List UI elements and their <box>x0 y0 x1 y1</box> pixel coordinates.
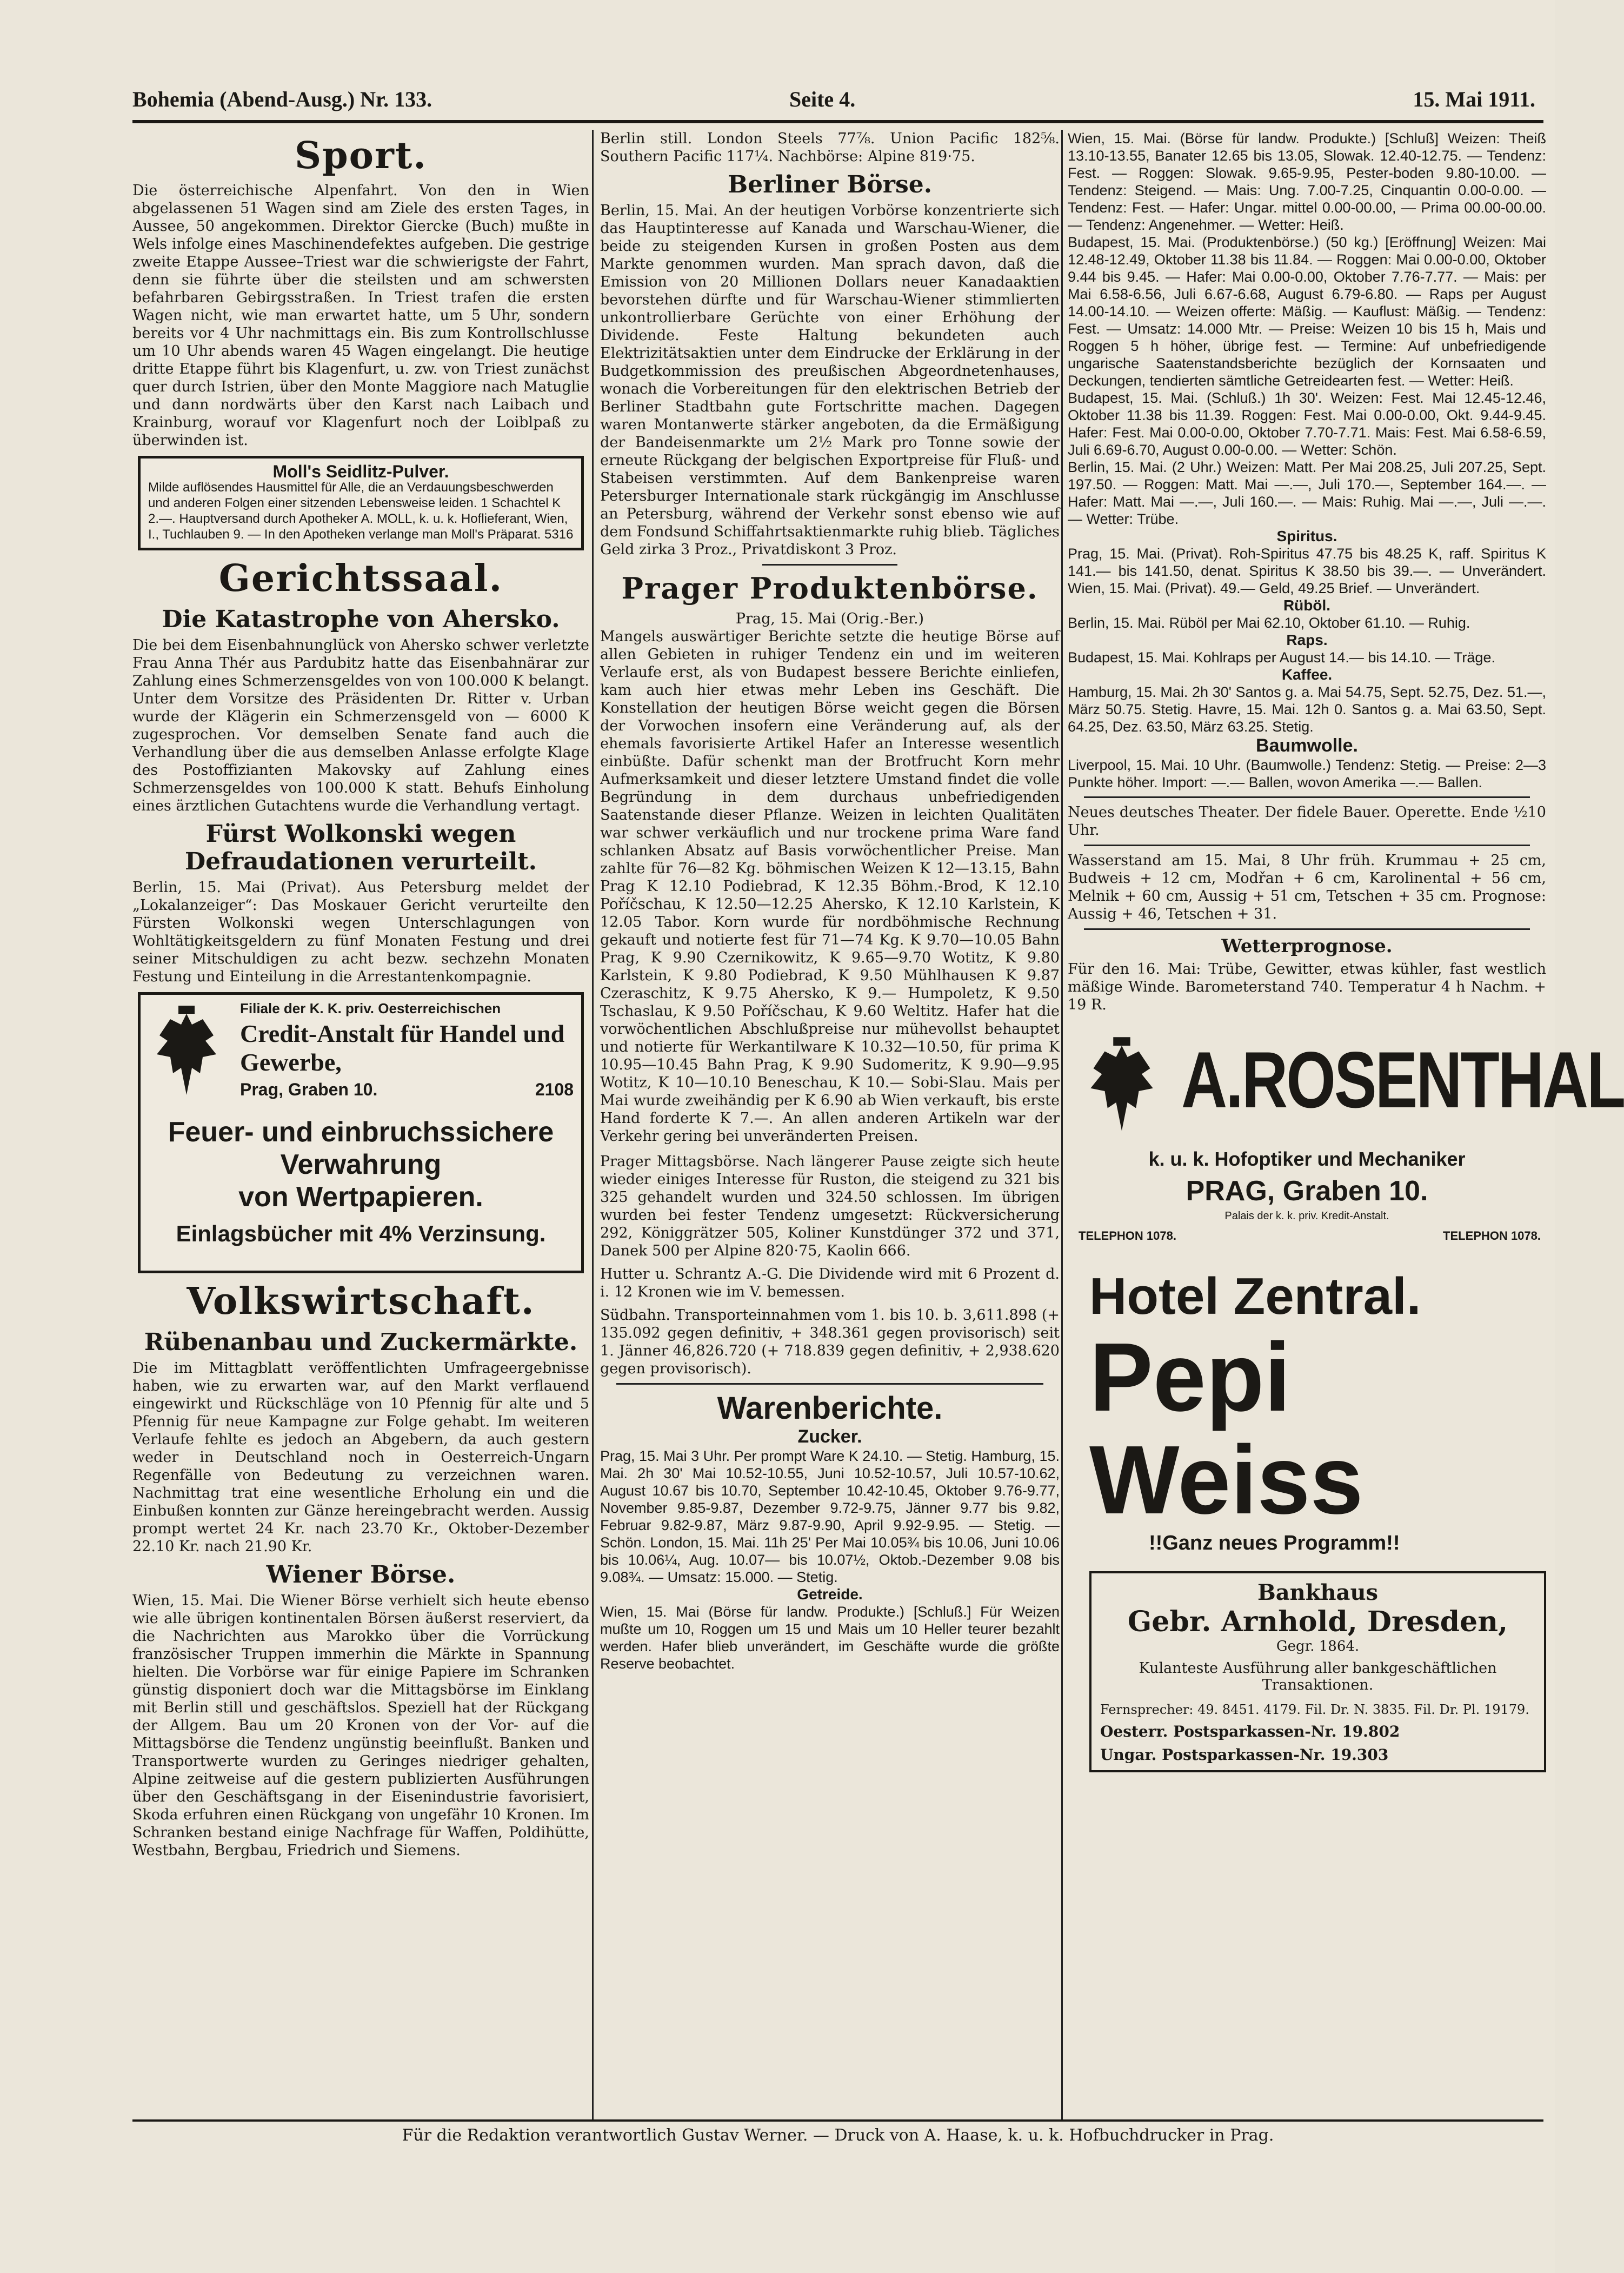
header-date: 15. Mai 1911. <box>1413 87 1535 111</box>
baumwolle-report: Liverpool, 15. Mai. 10 Uhr. (Baumwolle.) Tendenz: Stetig. — Preise: 2—3 Punkte höher. Import: —.— Ballen, wovon Amerika —.— Ballen. <box>1068 757 1546 790</box>
prager-produktenborse-heading: Prager Produktenbörse. <box>621 571 1039 606</box>
kaffee-heading: Kaffee. <box>1281 666 1333 683</box>
getreide-heading: Getreide. <box>797 1586 863 1603</box>
prager-mittagsborse-article: Prager Mittagsbörse. Nach längerer Pause zeigte sich heute wieder einiges Interesse für Ruston, die steigend zu 321 bis 325 gehandelt wurden und 324.50 schlossen. Im übrigen wurden bei fester Tendenz umgesetzt: Rückversicherung 292, Königgrätzer 505, Koliner Kunstdünger 372 und 371, Danek 500 per Alpine 820·75, Kaolin 666. <box>600 1153 1060 1259</box>
bank-label: Bankhaus <box>1257 1580 1379 1605</box>
credit-ad-interest: Einlagsbücher mit 4% Verzinsung. <box>176 1221 546 1246</box>
wasserstand-report: Wasserstand am 15. Mai, 8 Uhr früh. Krummau + 25 cm, Budweis + 12 cm, Modřan + 6 cm, Karolinental + 56 cm, Melnik + 60 cm, Aussig + 51 cm, Tetschen + 35 cm. Prognose: Aussig + 46, Tetschen + 31. <box>1068 852 1546 922</box>
credit-ad-address <box>240 1080 574 1100</box>
wolkonski-article: Berlin, 15. Mai (Privat). Aus Petersburg meldet der „Lokalanzeiger“: Das Moskauer Gericht verurteilte den Fürsten Wolkonski wegen Unterschlagungen von Wohltätigkeitsgeldern zu fünf Monaten Festung und drei seiner Mitschuldigen zu acht bezw. sechzehn Monaten Festung und Einteilung in die Arrestantenkompagnie. <box>132 879 589 985</box>
moll-advertisement <box>138 456 584 550</box>
arnhold-bank-advertisement <box>1089 1571 1546 1772</box>
credit-ad-headline2: von Wertpapieren. <box>238 1181 483 1213</box>
double-eagle-icon <box>1079 1034 1165 1148</box>
page-footer: Für die Redaktion verantwortlich Gustav Werner. — Druck von A. Haase, k. u. k. Hofbuchdrucker in Prag. <box>132 2119 1543 2152</box>
rosenthal-palais: Palais der k. k. priv. Kredit-Anstalt. <box>1224 1210 1389 1222</box>
bank-founded: Gegr. 1864. <box>1276 1638 1360 1654</box>
rubenanbau-article: Die im Mittagblatt veröffentlichten Umfrageergebnisse haben, wie zu erwarten war, auf den Markt verflauend eingewirkt und Rückschläge von 10 Pfennig für alte und 5 Pfennig für neue Kampagne zur Folge gehabt. Im weiteren Verlaufe fehlte es jedoch an Abgebern, da auch gestern weder in Deutschland noch in Oesterreich-Ungarn Regenfälle von Bedeutung zu verzeichnen waren. Nachmittag trat eine wesentliche Erholung ein und die Einbußen konnten zur Gänze hereingebracht werden. Aussig prompt wertet 24 Kr. nach 23.70 Kr., Oktober-Dezember 22.10 Kr. nach 21.90 Kr. <box>132 1360 589 1555</box>
rosenthal-advertisement <box>1068 1023 1624 1256</box>
berlin-stocks-note: Berlin still. London Steels 77⅞. Union Pacific 182⅝. Southern Pacific 117¼. Nachbörse: Alpine 819·75. <box>600 130 1060 165</box>
prager-dateline: Prag, 15. Mai (Orig.-Ber.) <box>735 610 924 627</box>
credit-ad-name: Credit-Anstalt für Handel und Gewerbe, <box>240 1020 565 1076</box>
wien-getreide-report: Wien, 15. Mai. (Börse für landw. Produkte.) [Schluß] Weizen: Theiß 13.10-13.55, Banater 12.65 bis 13.05, Slowak. 12.40-12.75. — Tendenz: Fest. — Roggen: Slowak. 9.65-9.95, Pester-boden 9.80-10.00. — Tendenz: Steigend. — Mais: Ung. 7.00-7.25, Cinquantin 0.00-0.00. — Tendenz: Fest. — Hafer: Ungar. mittel 0.00-00.00, — Prima 00.00-00.00. — Tendenz: Angenehmer. — Wetter: Heiß. <box>1068 130 1546 233</box>
getreide-report: Wien, 15. Mai (Börse für landw. Produkte.) [Schluß.] Für Weizen mußte um 10, Roggen um 15 und Mais um 10 Heller teurer bezahlt werden. Hafer blieb unverändert, im Geschäfte wurde die größte Reserve beobachtet. <box>600 1604 1060 1672</box>
baumwolle-heading: Baumwolle. <box>1256 735 1358 756</box>
spiritus-heading: Spiritus. <box>1276 528 1337 544</box>
ruboel-heading: Rüböl. <box>1283 597 1331 614</box>
zucker-report: Prag, 15. Mai 3 Uhr. Per prompt Ware K 24.10. — Stetig. Hamburg, 15. Mai. 2h 30' Mai 10.52-10.55, Juni 10.52-10.57, Juli 10.57-10.62, August 10.67 bis 10.70, September 10.42-10.45, Oktober 9.76-9.77, November 9.85-9.87, Dezember 9.72-9.75, Jänner 9.77 bis 9.82, Februar 9.82-9.87, März 9.87-9.90, April 9.92-9.95. — Stetig. — Schön. London, 15. Mai. 11h 25' Per Mai 10.05¾ bis 10.06, Juni 10.06 bis 10.06¼, Aug. 10.07— bis 10.07½, Oktob.-Dezember 9.08 bis 9.08¾. — Umsatz: 15.000. — Stetig. <box>600 1448 1060 1585</box>
pepi-weiss-heading: Pepi Weiss <box>1089 1323 1363 1534</box>
credit-ad-number: 2108 <box>535 1080 574 1099</box>
theater-notice: Neues deutsches Theater. Der fidele Bauer. Operette. Ende ½10 Uhr. <box>1068 804 1546 839</box>
rosenthal-address: PRAG, Graben 10. <box>1186 1175 1428 1207</box>
bank-postsparkasse-at: Oesterr. Postsparkassen-Nr. 19.802 <box>1100 1723 1400 1740</box>
divider <box>616 1383 1043 1385</box>
wiener-borse-article: Wien, 15. Mai. Die Wiener Börse verhielt sich heute ebenso wie alle übrigen kontinentalen Börsen äußerst reserviert, da die Nachrichten aus Marokko über die Vorrückung französischer Truppen immerhin die Märkte in Spannung hielten. Die Vorbörse war für einige Papiere im Schranken günstig disponiert doch war die Mittagsbörse im Einklang mit Berlin still und geschäftslos. Speziell hat der Rückgang der Allgem. Bau um 20 Kronen von der Vor- auf die Mittagsbörse die Tendenz ungünstig beeinflußt. Banken und Transportwerte wurden zu Geringes niedriger gehalten, Alpine zeitweise auf die gestern publizierten Ausführungen über den Geschäftsgang in der Eisenindustrie favorisiert, Skoda erfuhren einen Rückgang von ungefähr 10 Kronen. Im Schranken bestand einige Nachfrage für Waffen, Poldihütte, Westbahn, Bergbau, Friedrich und Siemens. <box>132 1592 589 1859</box>
warenberichte-heading: Warenberichte. <box>717 1391 943 1426</box>
rosenthal-name: A.ROSENTHAL <box>1181 1035 1624 1125</box>
budapest-schluss-report: Budapest, 15. Mai. (Schluß.) 1h 30'. Weizen: Fest. Mai 12.45-12.46, Oktober 11.38 bis 11.39. Roggen: Fest. Mai 0.00-0.00, Okt. 9.44-9.45. Hafer: Fest. Mai 0.00-0.00, Oktober 7.70-7.71. Mais: Fest. Mai 6.58-6.59, Juli 6.69-6.70, August 0.00-0.00. — Wetter: Schön. <box>1068 390 1546 458</box>
katastrophe-heading: Die Katastrophe von Ahersko. <box>162 606 560 633</box>
gerichtssaal-heading: Gerichtssaal. <box>218 557 503 600</box>
wolkonski-heading: Fürst Wolkonski wegen Defraudationen verurteilt. <box>184 820 537 875</box>
credit-ad-headline1: Feuer- und einbruchssichere Verwahrung <box>168 1116 554 1180</box>
credit-anstalt-advertisement <box>138 992 584 1273</box>
header-page-number: Seite 4. <box>789 87 856 111</box>
sudbahn-article: Südbahn. Transporteinnahmen vom 1. bis 10. b. 3,611.898 (+ 135.092 gegen definitiv, + 348.361 gegen provisorisch) seit 1. Jänner 46,826.720 (+ 718.839 gegen definitiv, + 2,938.620 gegen provisorisch). <box>600 1307 1060 1377</box>
rosenthal-telephone <box>1068 1229 1546 1243</box>
zucker-heading: Zucker. <box>797 1426 862 1447</box>
bank-phone: Fernsprecher: 49. 8451. 4179. Fil. Dr. N. 3835. Fil. Dr. Pl. 19179. <box>1100 1702 1529 1717</box>
bank-name: Gebr. Arnhold, Dresden, <box>1127 1605 1508 1638</box>
column-1 <box>132 130 589 2119</box>
spiritus-report: Prag, 15. Mai. (Privat). Roh-Spiritus 47.75 bis 48.25 K, raff. Spiritus K 141.— bis 141.50, denat. Spiritus K 38.50 bis 39.—. — Unverändert. Wien, 15. Mai. (Privat). 49.— Geld, 49.25 Brief. — Unverändert. <box>1068 546 1546 596</box>
ruboel-report: Berlin, 15. Mai. Rüböl per Mai 62.10, Oktober 61.10. — Ruhig. <box>1068 615 1470 631</box>
moll-ad-text: Milde auflösendes Hausmittel für Alle, die an Verdauungsbeschwerden und anderen Folgen einer sitzenden Lebensweise leiden. 1 Schachtel K 2.—. Hauptversand durch Apotheker A. MOLL, k. u. k. Hoflieferant, Wien, I., Tuchlauben 9. — In den Apotheken verlange man Moll's Präparat. 5316 <box>148 480 574 542</box>
column-3 <box>1068 130 1624 2119</box>
header-rule <box>132 120 1543 123</box>
divider <box>762 564 897 566</box>
programm-tagline: !!Ganz neues Programm!! <box>1149 1532 1400 1554</box>
prager-produktenborse-article: Mangels auswärtiger Berichte setzte die heutige Börse auf allen Gebieten in ruhiger Tendenz ein und im weiteren Verlaufe erst, als von Budapest bessere Berichte einliefen, kam auch hier etwas mehr Leben ins Geschäft. Die Konstellation der heutigen Börse weicht gegen die Börsen der Vorwochen insofern eine Veränderung auf, als der ehemals favorisierte Artikel Hafer an Interesse wesentlich einbüßte. Dafür schenkt man der Brotfrucht Korn mehr Aufmerksamkeit und dieser letztere Umstand findet die volle Begründung in dem durchaus unbefriedigenden Saatenstande dieser Pflanze. Weizen in leichten Qualitäten war schwer verkäuflich und nur trockene prima Ware fand schlanken Absatz auf Basis vorwöchentlicher Preise. Man zahlte für 76—82 Kg. böhmischen Weizen K 12—13.15, Bahn Prag K 12.10 Podiebrad, K 12.35 Böhm.-Brod, K 12.10 Poříčschau, K 12.50—12.25 Ahersko, K 12.10 Karlstein, K 12.05 Tabor. Korn wurde für nordböhmische Rechnung gekauft und notierte fest für 71—74 Kg. K 9.70—10.05 Bahn Prag, K 9.90 Czernikowitz, K 9.65—9.70 Wotitz, K 9.80 Karlstein, K 9.80 Podiebrad, K 9.50 Mühlhausen K 9.87 Czeraschitz, K 9.75 Ahersko, K 9.— Humpoletz, K 9.50 Tschaslau, K 9.50 Poříčschau, K 9.60 Weltitz. Hafer hat die vorwöchentlichen Abschlußpreise nur mühevollst behauptet und notierte für Werkantilware K 10.32—10.50, für prima K 10.95—10.45 Bahn Prag, K 9.90 Sudomeritz, K 9.90—9.95 Wotitz, K 10—10.10 Beneschau, K 10.— Sobi-Slau. Mais per Mai wurde zweihändig per K 6.90 ab Wien verkauft, bis erste Hand forderte K 7.—. An allen anderen Artikeln war der Verkehr gering bei unveränderten Preisen. <box>600 628 1060 1145</box>
hutter-schrantz-article: Hutter u. Schrantz A.-G. Die Dividende wird mit 6 Prozent d. i. 12 Kronen wie im V. bemessen. <box>600 1266 1060 1300</box>
sport-article: Die österreichische Alpenfahrt. Von den in Wien abgelassenen 51 Wagen sind am Ziele des ersten Tages, in Aussee, 50 angekommen. Direktor Giercke (Buch) mußte in Wels infolge eines Maschinendefektes aufgeben. Die gestrige zweite Etappe Aussee–Triest war die schwierigste der Fahrt, denn sie führte über die steilsten und am schwersten befahrbaren Gebirgsstraßen. In Triest trafen die ersten Wagen nicht, wie man erwartet hatte, um 5 Uhr, sondern bereits vor 4 Uhr nachmittags ein. Bis zum Kontrollschlusse um 10 Uhr abends waren 45 Wagen eingelangt. Die heutige dritte Etappe führt bis Klagenfurt, u. zw. von Triest zunächst quer durch Istrien, über den Monte Maggiore nach Matuglie und dann nordwärts über den Karst nach Laibach und Krainburg, worauf vor Klagenfurt noch der Loiblpaß zu überwinden ist. <box>132 182 589 449</box>
hotel-zentral-heading: Hotel Zentral. <box>1089 1267 1421 1325</box>
rosenthal-title: k. u. k. Hofoptiker und Mechaniker <box>1148 1148 1466 1170</box>
moll-ad-title: Moll's Seidlitz-Pulver. <box>272 462 449 481</box>
berliner-borse-article: Berlin, 15. Mai. An der heutigen Vorbörse konzentrierte sich das Hauptinteresse auf Kanada und Warschau-Wiener, die beide zu steigenden Kursen in großen Posten aus dem Markte genommen wurden. Man sprach davon, daß die Emission von 20 Millionen Dollars neuer Kanadaaktien bevorstehen dürfte und für Warschau-Wiener stimmlierten unkontrollierbare Gerüchte von einer Erhöhung der Dividende. Feste Haltung bekundeten auch Elektrizitätsaktien unter dem Eindrucke der Erklärung in der Budgetkommission des preußischen Abgeordnetenhauses, wonach die Vorbereitungen für den elektrischen Betrieb der Berliner Stadtbahn gute Fortschritte machen. Dagegen waren Montanwerte stärker angeboten, da die Ermäßigung der Bandeisenmarkte um 2½ Mark pro Tonne sowie der erneute Rückgang der belgischen Exportpreise für Fluß- und Stabeisen verstimmten. Auf dem Bankenpreise waren Petersburger Internationale stark rückgängig im Anschlusse an Petersburg, während der Verkehr sonst ebenso wie auf dem Fondsund Schiffahrtsaktienmarkte ruhig blieb. Tägliches Geld zirka 3 Proz., Privatdiskont 3 Proz. <box>600 202 1060 558</box>
column-2 <box>600 130 1060 2119</box>
rubenanbau-heading: Rübenanbau und Zuckermärkte. <box>144 1328 578 1356</box>
raps-heading: Raps. <box>1286 632 1328 648</box>
volkswirtschaft-heading: Volkswirtschaft. <box>187 1280 535 1323</box>
header-issue: Bohemia (Abend-Ausg.) Nr. 133. <box>132 87 432 111</box>
kaffee-report: Hamburg, 15. Mai. 2h 30' Santos g. a. Mai 54.75, Sept. 52.75, Dez. 51.—, März 50.75. Stetig. Havre, 15. Mai. 12h 0. Santos g. a. Mai 63.50, Sept. 64.25, Dez. 63.50, März 63.25. Stetig. <box>1068 684 1546 735</box>
divider <box>1084 928 1530 930</box>
credit-ad-line1: Filiale der K. K. priv. Oesterreichischen <box>240 1000 501 1016</box>
katastrophe-article: Die bei dem Eisenbahnunglück von Ahersko schwer verletzte Frau Anna Thér aus Pardubitz hatte das Eisenbahnärar zur Zahlung eines Schmerzensgeldes von von 100.000 K belangt. Unter dem Vorsitze des Präsidenten Dr. Ritter v. Urban wurde der Klägerin ein Schmerzensgeld von — 6000 K zugesprochen. Vor demselben Senate fand auch die Verhandlung über die aus demselben Anlasse erfolgte Klage des Postoffizianten Makovsky auf Zahlung eines Schmerzensgeldes von 100.000 K statt. Behufs Einholung eines ärztlichen Gutachtens wurde die Verhandlung vertagt. <box>132 637 589 814</box>
wetterprognose-text: Für den 16. Mai: Trübe, Gewitter, etwas kühler, fast westlich mäßige Winde. Barometerstand 740. Temperatur 4 h Nachm. + 19 R. <box>1068 961 1546 1013</box>
wiener-borse-heading: Wiener Börse. <box>266 1561 456 1589</box>
raps-report: Budapest, 15. Mai. Kohlraps per August 14.— bis 14.10. — Träge. <box>1068 649 1495 666</box>
berlin-getreide-report: Berlin, 15. Mai. (2 Uhr.) Weizen: Matt. Per Mai 208.25, Juli 207.25, Sept. 197.50. — Roggen: Matt. Mai —.—, Juli 170.—, September 164.—. — Hafer: Matt. Mai —.—, Juli 160.—. — Mais: Ruhig. Mai —.—, Juli —.—. — Wetter: Trübe. <box>1068 459 1546 527</box>
double-eagle-icon <box>149 1003 224 1111</box>
bank-postsparkasse-hu: Ungar. Postsparkassen-Nr. 19.303 <box>1100 1746 1389 1764</box>
berliner-borse-heading: Berliner Börse. <box>727 171 933 198</box>
column-rule-2 <box>1061 130 1063 2119</box>
sport-heading: Sport. <box>295 134 427 177</box>
divider <box>1084 796 1530 798</box>
page-header <box>132 81 1543 124</box>
rosenthal-telephone-right: TELEPHON 1078. <box>1443 1229 1541 1242</box>
bank-services: Kulanteste Ausführung aller bankgeschäftlichen Transaktionen. <box>1139 1660 1497 1693</box>
column-rule-1 <box>592 130 594 2119</box>
credit-ad-street: Prag, Graben 10. <box>240 1080 378 1099</box>
divider <box>1084 845 1530 846</box>
wetterprognose-heading: Wetterprognose. <box>1221 935 1393 957</box>
budapest-produkten-report: Budapest, 15. Mai. (Produktenbörse.) (50 kg.) [Eröffnung] Weizen: Mai 12.48-12.49, Oktober 11.38 bis 11.84. — Roggen: Mai 0.00-0.00, Oktober 9.44 bis 9.45. — Hafer: Mai 0.00-0.00, Oktober 7.76-7.77. — Mais: per Mai 6.58-6.56, Juli 6.67-6.68, August 6.79-6.80. — Raps per August 14.00-14.10. — Weizen offerte: Mäßig. — Kauflust: Mäßig. — Tendenz: Fest. — Umsatz: 14.000 Mtr. — Preise: Weizen 10 bis 15 h, Mais und Roggen 5 h höher, übrige fest. — Termine: Auf unbefriedigende ungarische Saatenstandsberichte bezüglich der Kornsaaten und Deckungen, tendierten sämtliche Getreidearten fest. — Wetter: Heiß. <box>1068 234 1546 389</box>
rosenthal-telephone-left: TELEPHON 1078. <box>1079 1229 1176 1242</box>
